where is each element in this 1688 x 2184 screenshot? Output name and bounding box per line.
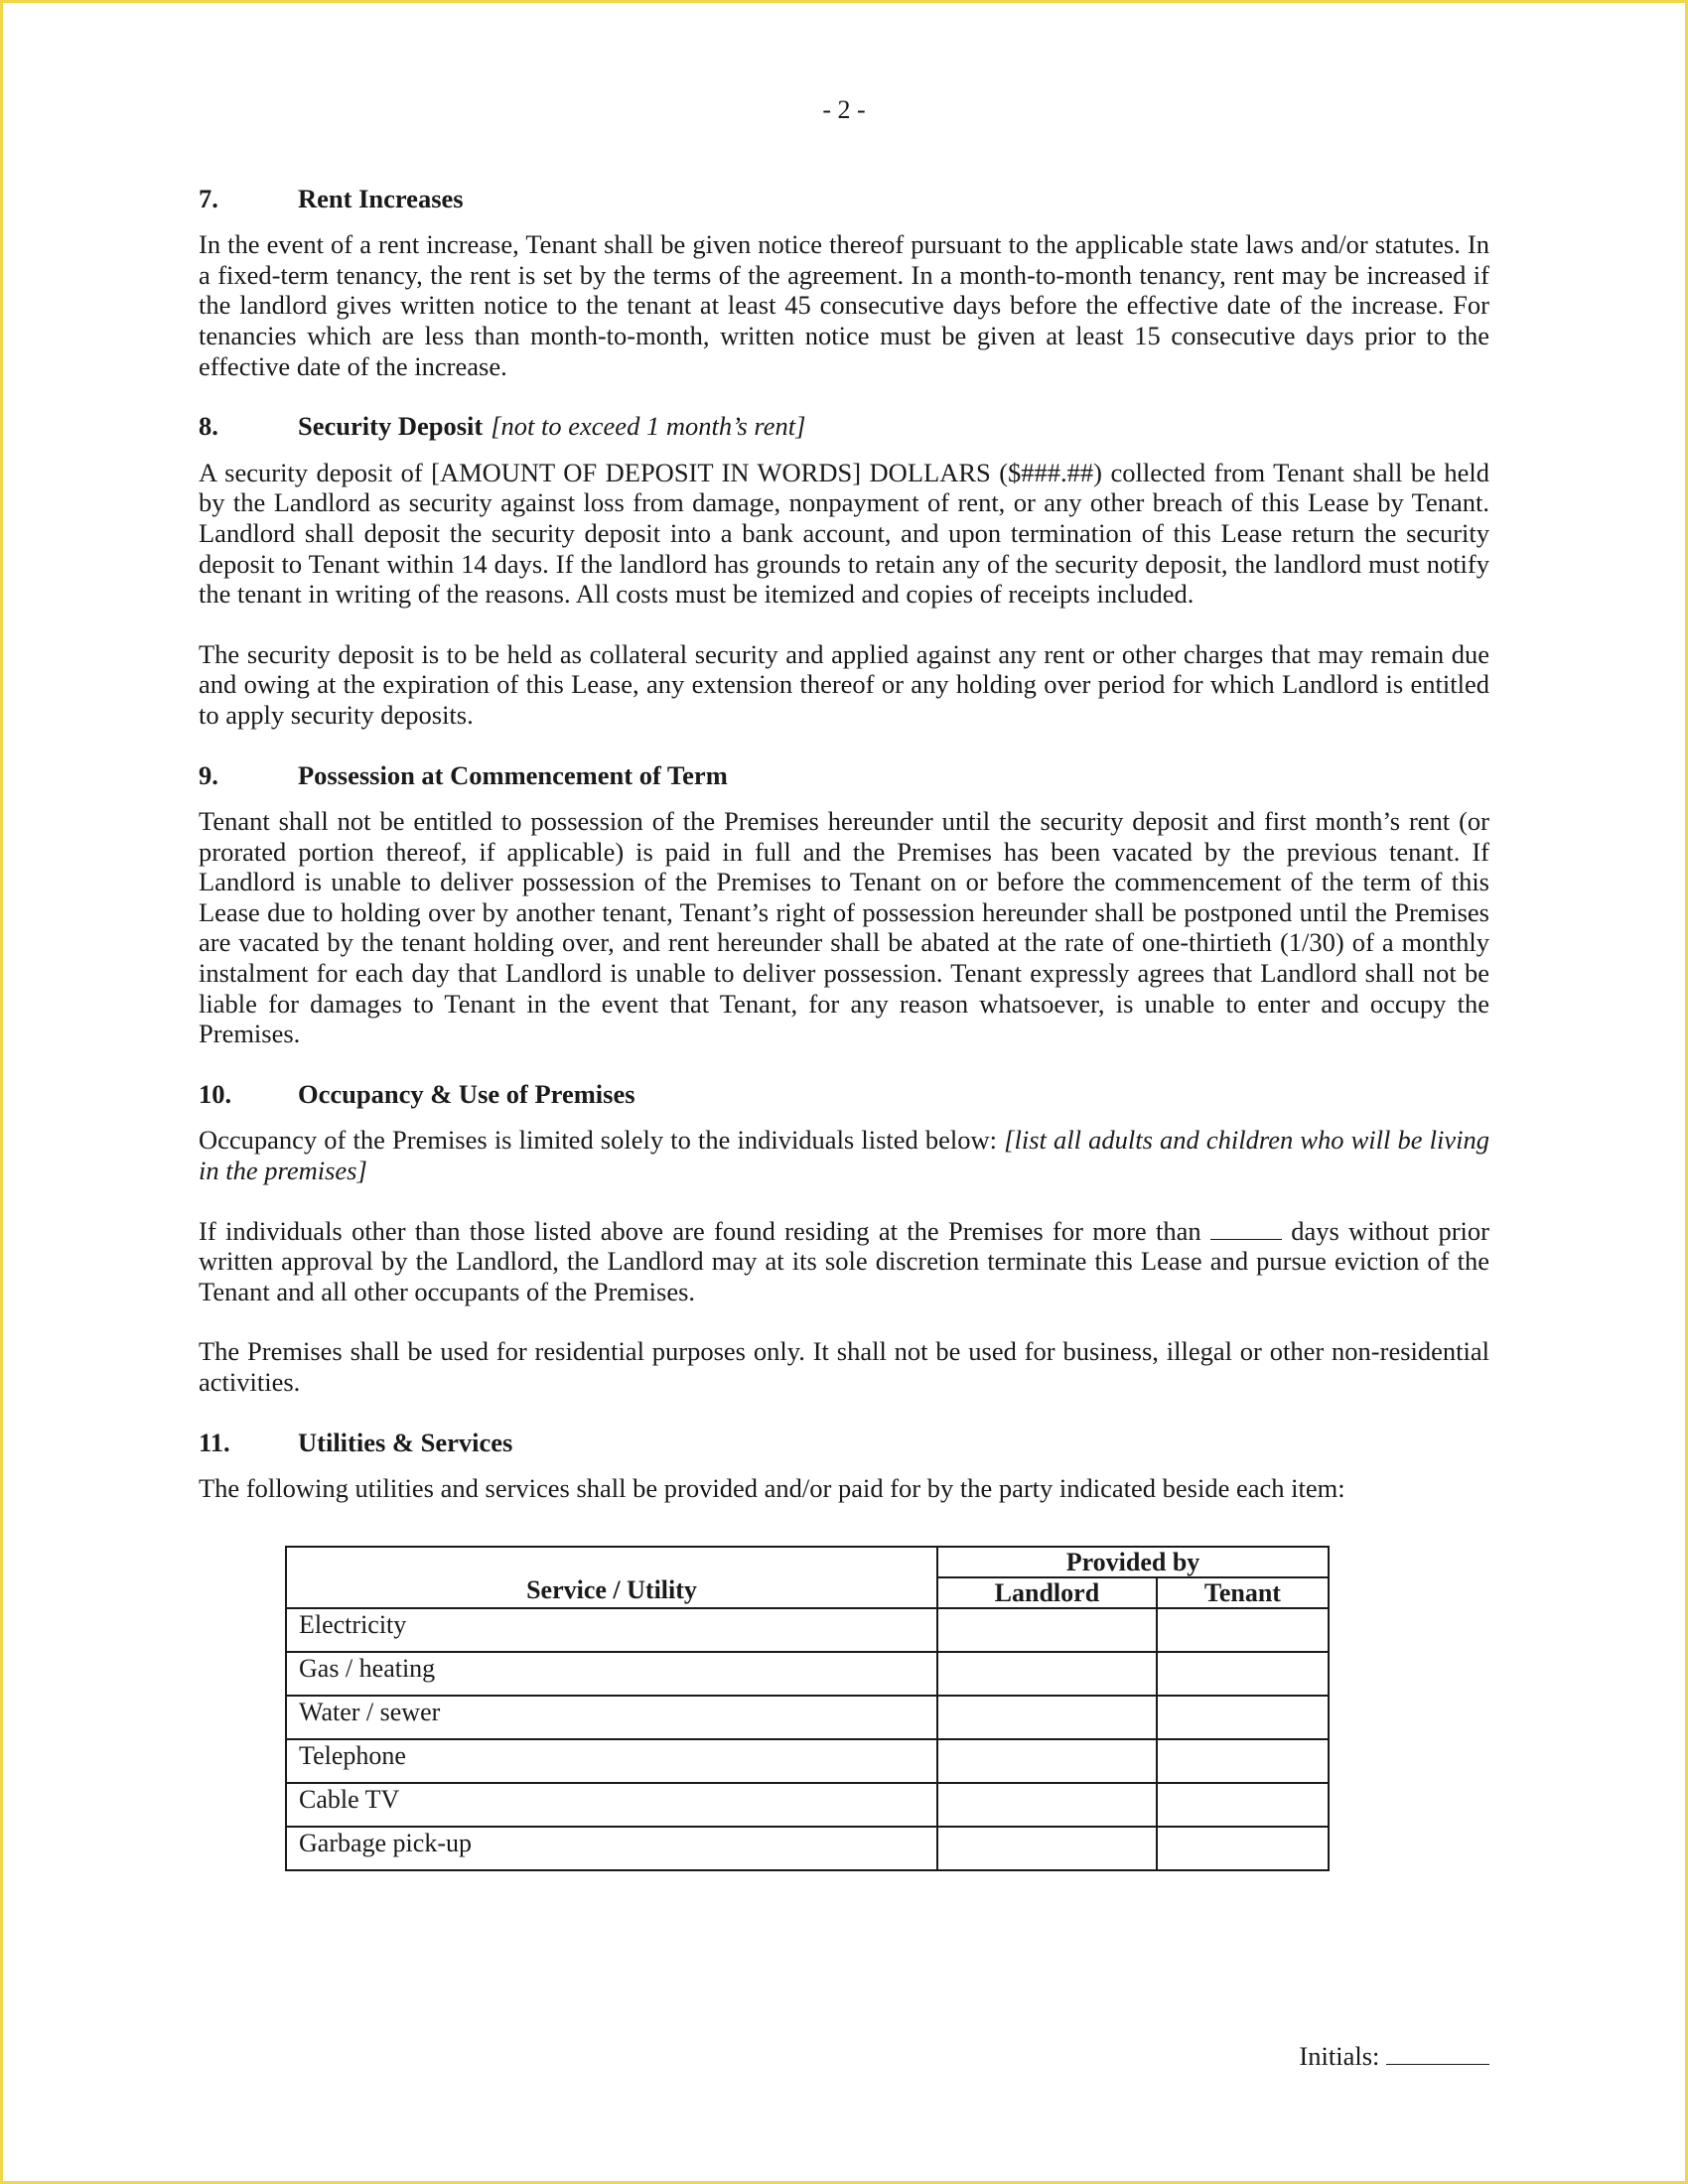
section-rent-increases xyxy=(199,184,1489,382)
paragraph xyxy=(199,1125,1489,1185)
paragraph: The security deposit is to be held as collateral security and applied against any rent or other charges that may remain due and owing at the expiration of this Lease, any extension thereof or any holding over period for which Landlord is entitled to apply security deposits. xyxy=(199,638,1489,730)
section-note: [not to exceed 1 month’s rent] xyxy=(491,411,806,442)
paragraph-text: If individuals other than those listed above are found residing at the Premises for more than xyxy=(199,1215,1210,1246)
table-row xyxy=(286,1739,1329,1783)
column-header-provided-by: Provided by xyxy=(937,1547,1329,1577)
page-number: - 2 - xyxy=(822,95,866,124)
paragraph: Tenant shall not be entitled to possession of the Premises hereunder until the security deposit and first month’s rent (or prorated portion thereof, if applicable) is paid in full and the Premises has been vacated by the previous tenant. If Landlord is unable to deliver possession of the Premises to Tenant on or before the commencement of the term of this Lease due to holding over by another tenant, Tenant’s right of possession hereunder shall be postponed until the Premises are vacated by the tenant holding over, and rent hereunder shall be abated at the rate of one-thirtieth (1/30) of a monthly instalment for each day that Landlord is unable to deliver possession. Tenant expressly agrees that Landlord shall not be liable for damages to Tenant in the event that Tenant, for any reason whatsoever, is unable to enter and occupy the Premises. xyxy=(199,806,1489,1049)
section-number: 11. xyxy=(199,1427,230,1457)
paragraph: The following utilities and services shall be provided and/or paid for by the party indicated beside each item: xyxy=(199,1473,1345,1504)
tenant-cell[interactable] xyxy=(1157,1739,1329,1783)
table-row xyxy=(286,1696,1329,1739)
initials-footer xyxy=(1299,2041,1489,2072)
section-number: 10. xyxy=(199,1078,232,1109)
column-header-tenant: Tenant xyxy=(1157,1577,1329,1608)
document-page xyxy=(199,95,1489,1901)
column-header-service: Service / Utility xyxy=(286,1547,937,1608)
section-heading xyxy=(199,1428,1489,1458)
table-row xyxy=(286,1827,1329,1870)
tenant-cell[interactable] xyxy=(1157,1608,1329,1652)
instruction-note: [list all adults and children who will be living in the premises] xyxy=(199,1125,1489,1186)
paragraph: In the event of a rent increase, Tenant shall be given notice thereof pursuant to the applicable state laws and/or statutes. In a fixed-term tenancy, the rent is set by the terms of the agreement. In a month-to-month tenancy, rent may be increased if the landlord gives written notice to the tenant at least 45 consecutive days before the effective date of the increase. For tenancies which are less than month-to-month, written notice must be given at least 15 consecutive days prior to the effective date of the increase. xyxy=(199,229,1489,381)
paragraph-text: days without prior written approval by the Landlord, the Landlord may at its sole discretion terminate this Lease and pursue eviction of the Tenant and all other occupants of the Premises. xyxy=(199,1215,1489,1306)
paragraph: A security deposit of [AMOUNT OF DEPOSIT IN WORDS] DOLLARS ($###.##) collected from Tenant shall be held by the Landlord as security against loss from damage, nonpayment of rent, or any other breach of this Lease by Tenant. Landlord shall deposit the security deposit into a bank account, and upon termination of this Lease return the security deposit to Tenant within 14 days. If the landlord has grounds to retain any of the security deposit, the landlord must notify the tenant in writing of the reasons. All costs must be itemized and copies of receipts included. xyxy=(199,457,1489,610)
service-name: Gas / heating xyxy=(286,1652,937,1696)
column-header-landlord: Landlord xyxy=(937,1577,1157,1608)
service-name: Telephone xyxy=(286,1739,937,1783)
section-possession xyxy=(199,760,1489,1049)
section-occupancy xyxy=(199,1079,1489,1398)
section-number: 8. xyxy=(199,411,218,442)
service-name: Cable TV xyxy=(286,1783,937,1827)
initials-label: Initials: xyxy=(1299,2041,1380,2071)
table-row xyxy=(286,1608,1329,1652)
service-name: Garbage pick-up xyxy=(286,1827,937,1870)
section-security-deposit xyxy=(199,411,1489,730)
initials-signature-line[interactable] xyxy=(1386,2042,1489,2065)
utilities-table xyxy=(285,1546,1330,1871)
section-number: 9. xyxy=(199,759,218,790)
paragraph xyxy=(199,1216,1489,1307)
service-name: Water / sewer xyxy=(286,1696,937,1739)
section-heading xyxy=(199,411,1489,442)
landlord-cell[interactable] xyxy=(937,1827,1157,1870)
tenant-cell[interactable] xyxy=(1157,1696,1329,1739)
paragraph: The Premises shall be used for residential purposes only. It shall not be used for business, illegal or other non-residential activities. xyxy=(199,1336,1489,1397)
landlord-cell[interactable] xyxy=(937,1739,1157,1783)
section-heading xyxy=(199,760,1489,791)
section-heading xyxy=(199,1079,1489,1110)
section-title: Possession at Commencement of Term xyxy=(298,759,728,790)
tenant-cell[interactable] xyxy=(1157,1652,1329,1696)
landlord-cell[interactable] xyxy=(937,1652,1157,1696)
section-heading xyxy=(199,184,1489,214)
service-name: Electricity xyxy=(286,1608,937,1652)
paragraph-text: Occupancy of the Premises is limited solely to the individuals listed below: xyxy=(199,1125,1005,1156)
section-title: Utilities & Services xyxy=(298,1427,513,1457)
landlord-cell[interactable] xyxy=(937,1696,1157,1739)
tenant-cell[interactable] xyxy=(1157,1827,1329,1870)
section-title: Rent Increases xyxy=(298,183,464,213)
landlord-cell[interactable] xyxy=(937,1783,1157,1827)
table-header-row xyxy=(286,1547,1329,1577)
section-title: Occupancy & Use of Premises xyxy=(298,1078,635,1109)
table-row xyxy=(286,1652,1329,1696)
landlord-cell[interactable] xyxy=(937,1608,1157,1652)
section-number: 7. xyxy=(199,183,218,213)
section-title: Security Deposit xyxy=(298,411,484,442)
section-utilities xyxy=(199,1428,1489,1871)
tenant-cell[interactable] xyxy=(1157,1783,1329,1827)
days-blank-field[interactable] xyxy=(1210,1219,1282,1240)
table-row xyxy=(286,1783,1329,1827)
